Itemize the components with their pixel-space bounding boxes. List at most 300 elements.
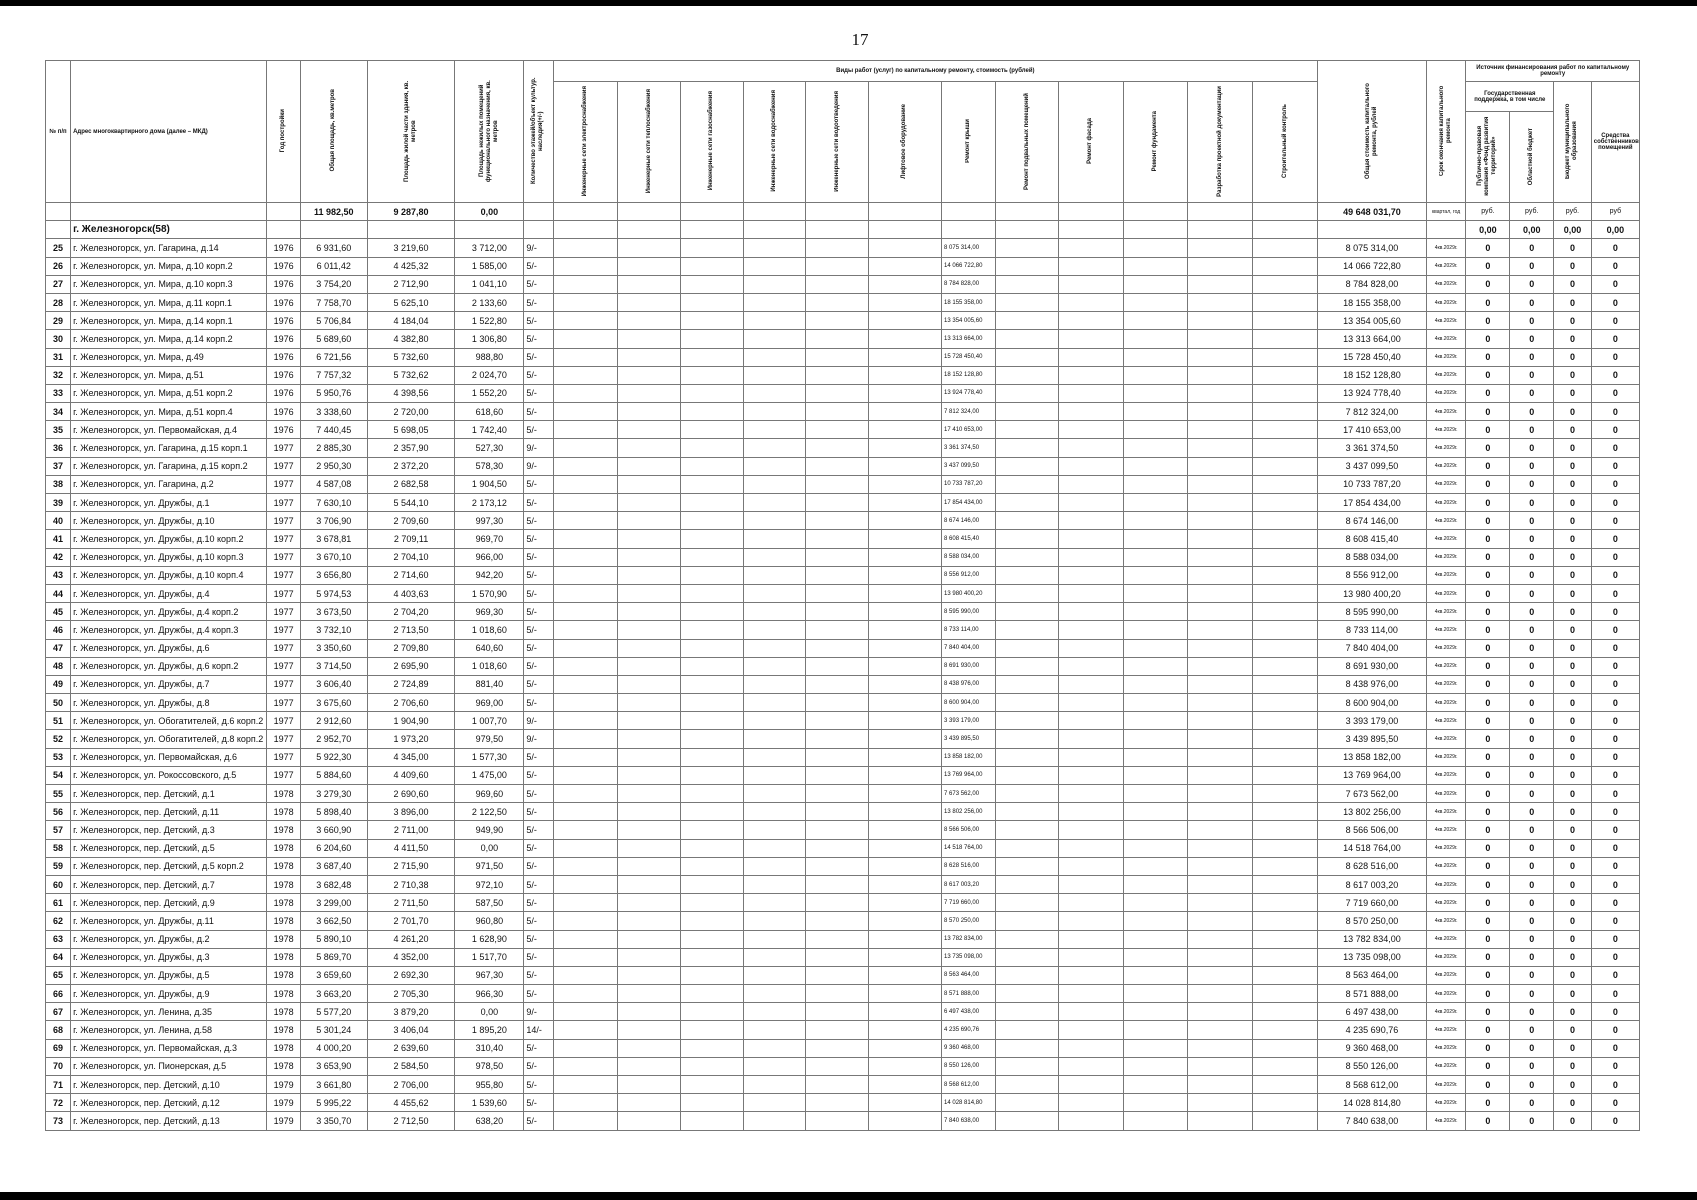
table-row [46, 384, 1640, 402]
row-year: 1979 [267, 1076, 300, 1094]
row-total-area: 5 974,53 [300, 584, 367, 602]
row-total-area: 3 661,80 [300, 1076, 367, 1094]
row-address: г. Железногорск, ул. Дружбы, д.10 корп.3 [71, 548, 267, 566]
row-living-area: 4 382,80 [367, 330, 455, 348]
row-year: 1977 [267, 530, 300, 548]
row-total-area: 5 301,24 [300, 1021, 367, 1039]
row-regional: 0 [1510, 657, 1554, 675]
row-regional: 0 [1510, 403, 1554, 421]
row-address: г. Железногорск, ул. Дружбы, д.6 корп.2 [71, 657, 267, 675]
unit-quarter: квартал, год [1426, 203, 1466, 221]
row-roof-cost: 10 733 787,20 [942, 475, 996, 493]
row-total-area: 5 898,40 [300, 803, 367, 821]
row-municipal: 0 [1554, 1039, 1592, 1057]
row-municipal: 0 [1554, 875, 1592, 893]
row-living-area: 2 720,00 [367, 403, 455, 421]
row-fund: 0 [1466, 330, 1510, 348]
table-row [46, 1076, 1640, 1094]
row-total-cost: 8 691 930,00 [1318, 657, 1427, 675]
row-municipal: 0 [1554, 603, 1592, 621]
row-address: г. Железногорск, пер. Детский, д.13 [71, 1112, 267, 1130]
table-row [46, 1039, 1640, 1057]
row-regional: 0 [1510, 894, 1554, 912]
row-living-area: 2 704,10 [367, 548, 455, 566]
row-number: 67 [46, 1003, 71, 1021]
row-floors: 5/- [524, 1057, 553, 1075]
row-owners: 0 [1591, 857, 1639, 875]
row-nonres-area: 2 173,12 [455, 494, 524, 512]
row-roof-cost: 8 075 314,00 [942, 239, 996, 257]
row-number: 51 [46, 712, 71, 730]
row-number: 43 [46, 566, 71, 584]
row-regional: 0 [1510, 803, 1554, 821]
row-owners: 0 [1591, 948, 1639, 966]
row-total-cost: 8 571 888,00 [1318, 985, 1427, 1003]
row-living-area: 2 701,70 [367, 912, 455, 930]
row-total-cost: 15 728 450,40 [1318, 348, 1427, 366]
row-roof-cost: 8 563 464,00 [942, 966, 996, 984]
row-deadline: 4кв.2029г. [1426, 275, 1466, 293]
row-year: 1977 [267, 603, 300, 621]
table-row [46, 639, 1640, 657]
row-fund: 0 [1466, 839, 1510, 857]
row-floors: 5/- [524, 275, 553, 293]
row-address: г. Железногорск, ул. Ленина, д.58 [71, 1021, 267, 1039]
row-number: 27 [46, 275, 71, 293]
row-deadline: 4кв.2029г. [1426, 1094, 1466, 1112]
row-fund: 0 [1466, 1057, 1510, 1075]
header-living-area: Площадь жилой части здания, кв. метров [367, 61, 455, 203]
row-total-area: 3 653,90 [300, 1057, 367, 1075]
row-fund: 0 [1466, 239, 1510, 257]
row-nonres-area: 587,50 [455, 894, 524, 912]
row-regional: 0 [1510, 948, 1554, 966]
table-row [46, 930, 1640, 948]
row-owners: 0 [1591, 712, 1639, 730]
table-row [46, 584, 1640, 602]
table-row [46, 475, 1640, 493]
row-roof-cost: 3 393 179,00 [942, 712, 996, 730]
row-living-area: 4 184,04 [367, 312, 455, 330]
row-roof-cost: 15 728 450,40 [942, 348, 996, 366]
row-total-cost: 13 980 400,20 [1318, 584, 1427, 602]
row-floors: 5/- [524, 694, 553, 712]
row-total-area: 5 922,30 [300, 748, 367, 766]
row-deadline: 4кв.2029г. [1426, 639, 1466, 657]
row-fund: 0 [1466, 603, 1510, 621]
row-number: 42 [46, 548, 71, 566]
row-year: 1976 [267, 257, 300, 275]
row-regional: 0 [1510, 584, 1554, 602]
row-nonres-area: 578,30 [455, 457, 524, 475]
row-deadline: 4кв.2029г. [1426, 930, 1466, 948]
row-deadline: 4кв.2029г. [1426, 675, 1466, 693]
header-w-drain: Инженерные сети водоотведения [806, 82, 869, 203]
row-regional: 0 [1510, 875, 1554, 893]
row-nonres-area: 969,70 [455, 530, 524, 548]
row-owners: 0 [1591, 1076, 1639, 1094]
row-total-area: 7 757,32 [300, 366, 367, 384]
header-w-gas: Инженерные сети газоснабжения [680, 82, 743, 203]
header-w-elec: Инженерные сети электроснабжения [553, 82, 618, 203]
row-total-area: 6 931,60 [300, 239, 367, 257]
row-year: 1977 [267, 475, 300, 493]
row-regional: 0 [1510, 985, 1554, 1003]
row-owners: 0 [1591, 366, 1639, 384]
header-w-design: Разработка проектной документации [1188, 82, 1253, 203]
row-roof-cost: 8 628 516,00 [942, 857, 996, 875]
table-row [46, 530, 1640, 548]
row-deadline: 4кв.2029г. [1426, 821, 1466, 839]
table-row [46, 548, 1640, 566]
row-floors: 5/- [524, 985, 553, 1003]
row-living-area: 4 409,60 [367, 766, 455, 784]
row-number: 44 [46, 584, 71, 602]
row-total-cost: 8 568 612,00 [1318, 1076, 1427, 1094]
row-owners: 0 [1591, 312, 1639, 330]
row-owners: 0 [1591, 875, 1639, 893]
row-address: г. Железногорск, ул. Дружбы, д.9 [71, 985, 267, 1003]
row-total-cost: 10 733 787,20 [1318, 475, 1427, 493]
row-regional: 0 [1510, 966, 1554, 984]
header-address: Адрес многоквартирного дома (далее – МКД) [71, 61, 267, 203]
row-roof-cost: 8 691 930,00 [942, 657, 996, 675]
row-municipal: 0 [1554, 894, 1592, 912]
row-number: 50 [46, 694, 71, 712]
row-nonres-area: 969,00 [455, 694, 524, 712]
row-nonres-area: 997,30 [455, 512, 524, 530]
row-deadline: 4кв.2029г. [1426, 657, 1466, 675]
row-nonres-area: 3 712,00 [455, 239, 524, 257]
table-row [46, 366, 1640, 384]
table-row [46, 785, 1640, 803]
row-owners: 0 [1591, 403, 1639, 421]
table-row [46, 348, 1640, 366]
row-living-area: 4 398,56 [367, 384, 455, 402]
row-fund: 0 [1466, 821, 1510, 839]
row-municipal: 0 [1554, 1057, 1592, 1075]
row-address: г. Железногорск, пер. Детский, д.11 [71, 803, 267, 821]
row-nonres-area: 310,40 [455, 1039, 524, 1057]
row-year: 1978 [267, 821, 300, 839]
row-number: 55 [46, 785, 71, 803]
row-fund: 0 [1466, 785, 1510, 803]
row-owners: 0 [1591, 512, 1639, 530]
row-floors: 5/- [524, 857, 553, 875]
row-total-cost: 4 235 690,76 [1318, 1021, 1427, 1039]
row-municipal: 0 [1554, 1021, 1592, 1039]
header-year: Год постройки [267, 61, 300, 203]
row-year: 1976 [267, 312, 300, 330]
row-owners: 0 [1591, 675, 1639, 693]
row-municipal: 0 [1554, 330, 1592, 348]
header-municipal: Бюджет муниципального образования [1554, 82, 1592, 203]
row-regional: 0 [1510, 694, 1554, 712]
row-number: 49 [46, 675, 71, 693]
row-fund: 0 [1466, 475, 1510, 493]
row-nonres-area: 966,30 [455, 985, 524, 1003]
row-deadline: 4кв.2029г. [1426, 239, 1466, 257]
row-living-area: 5 698,05 [367, 421, 455, 439]
row-year: 1977 [267, 566, 300, 584]
row-nonres-area: 972,10 [455, 875, 524, 893]
row-floors: 5/- [524, 875, 553, 893]
row-municipal: 0 [1554, 1076, 1592, 1094]
table-row [46, 275, 1640, 293]
row-number: 34 [46, 403, 71, 421]
row-number: 53 [46, 748, 71, 766]
row-fund: 0 [1466, 439, 1510, 457]
header-state-support: Государственная поддержка, в том числе [1466, 82, 1554, 112]
row-deadline: 4кв.2029г. [1426, 1112, 1466, 1130]
row-total-cost: 14 518 764,00 [1318, 839, 1427, 857]
row-total-cost: 8 566 506,00 [1318, 821, 1427, 839]
table-row [46, 494, 1640, 512]
row-total-area: 3 606,40 [300, 675, 367, 693]
row-deadline: 4кв.2029г. [1426, 1021, 1466, 1039]
row-regional: 0 [1510, 366, 1554, 384]
row-total-cost: 3 437 099,50 [1318, 457, 1427, 475]
units-totals-row [46, 203, 1640, 221]
row-number: 64 [46, 948, 71, 966]
row-number: 30 [46, 330, 71, 348]
row-regional: 0 [1510, 512, 1554, 530]
table-row [46, 603, 1640, 621]
row-total-area: 5 995,22 [300, 1094, 367, 1112]
row-nonres-area: 1 742,40 [455, 421, 524, 439]
row-fund: 0 [1466, 1021, 1510, 1039]
row-owners: 0 [1591, 694, 1639, 712]
row-address: г. Железногорск, ул. Пионерская, д.5 [71, 1057, 267, 1075]
header-nonres-area: Площадь нежилых помещений функционального назначения, кв. метров [455, 61, 524, 203]
row-year: 1977 [267, 766, 300, 784]
row-regional: 0 [1510, 548, 1554, 566]
row-municipal: 0 [1554, 584, 1592, 602]
row-total-area: 3 678,81 [300, 530, 367, 548]
row-total-cost: 14 028 814,80 [1318, 1094, 1427, 1112]
scan-top-edge [0, 0, 1697, 6]
header-w-lift: Лифтовое оборудование [868, 82, 941, 203]
row-deadline: 4кв.2029г. [1426, 293, 1466, 311]
row-nonres-area: 1 517,70 [455, 948, 524, 966]
row-fund: 0 [1466, 912, 1510, 930]
row-owners: 0 [1591, 930, 1639, 948]
row-floors: 5/- [524, 748, 553, 766]
row-year: 1978 [267, 894, 300, 912]
row-fund: 0 [1466, 621, 1510, 639]
row-floors: 5/- [524, 293, 553, 311]
row-owners: 0 [1591, 748, 1639, 766]
row-total-cost: 8 438 976,00 [1318, 675, 1427, 693]
table-row [46, 293, 1640, 311]
row-nonres-area: 1 306,80 [455, 330, 524, 348]
row-address: г. Железногорск, ул. Гагарина, д.2 [71, 475, 267, 493]
row-total-area: 5 884,60 [300, 766, 367, 784]
row-number: 66 [46, 985, 71, 1003]
row-living-area: 2 712,50 [367, 1112, 455, 1130]
row-municipal: 0 [1554, 275, 1592, 293]
row-year: 1977 [267, 548, 300, 566]
row-total-cost: 7 840 404,00 [1318, 639, 1427, 657]
table-row [46, 657, 1640, 675]
row-number: 37 [46, 457, 71, 475]
row-nonres-area: 1 904,50 [455, 475, 524, 493]
row-roof-cost: 4 235 690,76 [942, 1021, 996, 1039]
header-regional: Областной бюджет [1510, 112, 1554, 203]
row-fund: 0 [1466, 384, 1510, 402]
row-year: 1978 [267, 985, 300, 1003]
row-floors: 5/- [524, 603, 553, 621]
row-owners: 0 [1591, 530, 1639, 548]
row-total-area: 2 952,70 [300, 730, 367, 748]
row-deadline: 4кв.2029г. [1426, 494, 1466, 512]
row-living-area: 2 709,60 [367, 512, 455, 530]
row-regional: 0 [1510, 712, 1554, 730]
row-fund: 0 [1466, 857, 1510, 875]
row-deadline: 4кв.2029г. [1426, 548, 1466, 566]
row-living-area: 2 704,20 [367, 603, 455, 621]
row-deadline: 4кв.2029г. [1426, 803, 1466, 821]
row-fund: 0 [1466, 293, 1510, 311]
row-fund: 0 [1466, 675, 1510, 693]
row-address: г. Железногорск, ул. Дружбы, д.6 [71, 639, 267, 657]
row-total-cost: 8 595 990,00 [1318, 603, 1427, 621]
row-living-area: 5 732,62 [367, 366, 455, 384]
row-number: 41 [46, 530, 71, 548]
row-municipal: 0 [1554, 948, 1592, 966]
row-total-cost: 8 617 003,20 [1318, 875, 1427, 893]
row-total-area: 5 706,84 [300, 312, 367, 330]
row-roof-cost: 8 674 146,00 [942, 512, 996, 530]
row-owners: 0 [1591, 985, 1639, 1003]
row-address: г. Железногорск, пер. Детский, д.7 [71, 875, 267, 893]
row-nonres-area: 1 041,10 [455, 275, 524, 293]
row-total-cost: 13 924 778,40 [1318, 384, 1427, 402]
header-w-facade: Ремонт фасада [1058, 82, 1123, 203]
header-w-basement: Ремонт подвальных помещений [996, 82, 1059, 203]
table-row [46, 803, 1640, 821]
row-living-area: 2 639,60 [367, 1039, 455, 1057]
unit-rub-fund: руб. [1466, 203, 1510, 221]
row-total-cost: 9 360 468,00 [1318, 1039, 1427, 1057]
row-deadline: 4кв.2029г. [1426, 1057, 1466, 1075]
row-living-area: 5 544,10 [367, 494, 455, 512]
row-year: 1977 [267, 439, 300, 457]
row-address: г. Железногорск, пер. Детский, д.1 [71, 785, 267, 803]
row-fund: 0 [1466, 875, 1510, 893]
row-roof-cost: 13 354 005,60 [942, 312, 996, 330]
row-fund: 0 [1466, 548, 1510, 566]
row-number: 57 [46, 821, 71, 839]
row-year: 1979 [267, 1112, 300, 1130]
row-owners: 0 [1591, 730, 1639, 748]
row-deadline: 4кв.2029г. [1426, 785, 1466, 803]
row-deadline: 4кв.2029г. [1426, 1003, 1466, 1021]
row-address: г. Железногорск, ул. Дружбы, д.4 [71, 584, 267, 602]
row-municipal: 0 [1554, 621, 1592, 639]
row-nonres-area: 0,00 [455, 839, 524, 857]
row-total-cost: 13 802 256,00 [1318, 803, 1427, 821]
row-nonres-area: 967,30 [455, 966, 524, 984]
header-fund: Публично-правовая компания «Фонд развития территорий» [1466, 112, 1510, 203]
table-row [46, 694, 1640, 712]
table-row [46, 730, 1640, 748]
row-floors: 5/- [524, 821, 553, 839]
table-row [46, 1112, 1640, 1130]
row-nonres-area: 1 018,60 [455, 621, 524, 639]
row-deadline: 4кв.2029г. [1426, 421, 1466, 439]
row-deadline: 4кв.2029г. [1426, 1076, 1466, 1094]
row-living-area: 4 455,62 [367, 1094, 455, 1112]
row-year: 1976 [267, 366, 300, 384]
row-living-area: 2 712,90 [367, 275, 455, 293]
row-deadline: 4кв.2029г. [1426, 457, 1466, 475]
row-owners: 0 [1591, 494, 1639, 512]
row-number: 69 [46, 1039, 71, 1057]
row-address: г. Железногорск, ул. Рокоссовского, д.5 [71, 766, 267, 784]
row-roof-cost: 8 438 976,00 [942, 675, 996, 693]
row-roof-cost: 8 550 126,00 [942, 1057, 996, 1075]
row-floors: 5/- [524, 348, 553, 366]
row-regional: 0 [1510, 293, 1554, 311]
row-address: г. Железногорск, ул. Дружбы, д.7 [71, 675, 267, 693]
page-number: 17 [851, 30, 869, 49]
row-municipal: 0 [1554, 803, 1592, 821]
row-fund: 0 [1466, 1112, 1510, 1130]
row-regional: 0 [1510, 730, 1554, 748]
row-year: 1978 [267, 839, 300, 857]
row-deadline: 4кв.2029г. [1426, 694, 1466, 712]
row-municipal: 0 [1554, 785, 1592, 803]
row-living-area: 1 973,20 [367, 730, 455, 748]
row-owners: 0 [1591, 330, 1639, 348]
row-living-area: 4 345,00 [367, 748, 455, 766]
table-row [46, 766, 1640, 784]
row-number: 47 [46, 639, 71, 657]
row-address: г. Железногорск, ул. Дружбы, д.4 корп.2 [71, 603, 267, 621]
row-owners: 0 [1591, 275, 1639, 293]
row-roof-cost: 13 858 182,00 [942, 748, 996, 766]
row-municipal: 0 [1554, 421, 1592, 439]
row-living-area: 4 261,20 [367, 930, 455, 948]
row-number: 72 [46, 1094, 71, 1112]
row-total-cost: 17 854 434,00 [1318, 494, 1427, 512]
row-address: г. Железногорск, ул. Мира, д.49 [71, 348, 267, 366]
row-deadline: 4кв.2029г. [1426, 875, 1466, 893]
table-row [46, 239, 1640, 257]
row-regional: 0 [1510, 930, 1554, 948]
row-regional: 0 [1510, 621, 1554, 639]
row-living-area: 3 879,20 [367, 1003, 455, 1021]
unit-rub-regional: руб. [1510, 203, 1554, 221]
row-roof-cost: 7 673 562,00 [942, 785, 996, 803]
row-roof-cost: 8 617 003,20 [942, 875, 996, 893]
row-address: г. Железногорск, ул. Первомайская, д.3 [71, 1039, 267, 1057]
row-total-cost: 3 361 374,50 [1318, 439, 1427, 457]
row-living-area: 2 690,60 [367, 785, 455, 803]
row-living-area: 2 710,38 [367, 875, 455, 893]
row-floors: 9/- [524, 712, 553, 730]
table-row [46, 894, 1640, 912]
row-total-area: 3 670,10 [300, 548, 367, 566]
row-municipal: 0 [1554, 293, 1592, 311]
row-total-cost: 13 769 964,00 [1318, 766, 1427, 784]
row-deadline: 4кв.2029г. [1426, 857, 1466, 875]
row-total-cost: 6 497 438,00 [1318, 1003, 1427, 1021]
row-roof-cost: 8 608 415,40 [942, 530, 996, 548]
row-address: г. Железногорск, ул. Обогатителей, д.6 корп.2 [71, 712, 267, 730]
row-owners: 0 [1591, 1021, 1639, 1039]
